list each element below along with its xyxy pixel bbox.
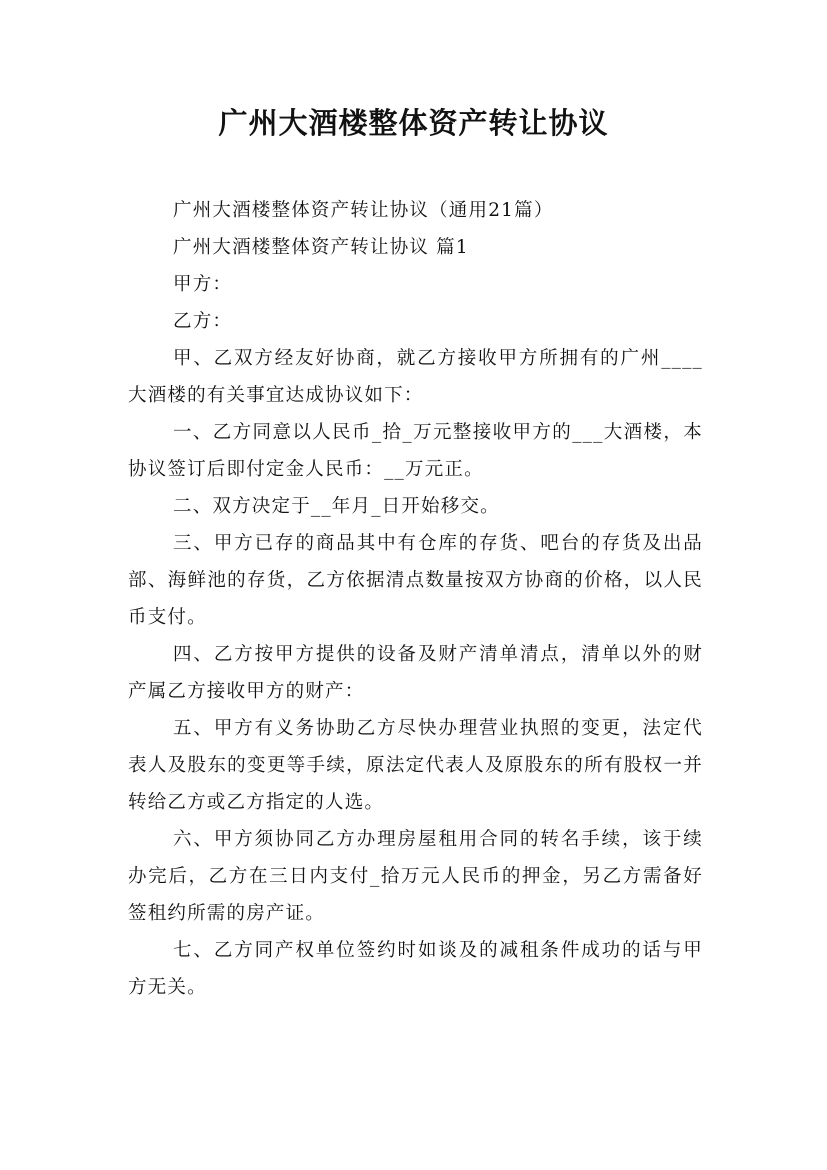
paragraph-clause-6: 六、甲方须协同乙方办理房屋租用合同的转名手续，该于续办完后，乙方在三日内支付_拾万元人民币的押金，另乙方需备好签租约所需的房产证。 <box>128 829 703 924</box>
paragraph-preamble: 甲、乙双方经友好协商，就乙方接收甲方所拥有的广州____大酒楼的有关事宜达成协议如下： <box>128 348 703 406</box>
document-title: 广州大酒楼整体资产转让协议 <box>218 106 609 140</box>
paragraph-clause-4: 四、乙方按甲方提供的设备及财产清单清点，清单以外的财产属乙方接收甲方的财产： <box>128 644 703 702</box>
document-body <box>128 192 703 1006</box>
paragraph-subtitle: 广州大酒楼整体资产转让协议（通用21篇） <box>173 200 554 221</box>
paragraph-clause-3: 三、甲方已存的商品其中有仓库的存货、吧台的存货及出品部、海鲜池的存货，乙方依据清点数量按双方协商的价格，以人民币支付。 <box>128 533 703 628</box>
paragraph-section-heading: 广州大酒楼整体资产转让协议 篇1 <box>173 237 469 258</box>
paragraph-clause-5: 五、甲方有义务协助乙方尽快办理营业执照的变更，法定代表人及股东的变更等手续，原法定代表人及原股东的所有股权一并转给乙方或乙方指定的人选。 <box>128 718 703 813</box>
paragraph-party-a: 甲方： <box>173 274 233 295</box>
paragraph-clause-1: 一、乙方同意以人民币_拾_万元整接收甲方的___大酒楼，本协议签订后即付定金人民币：__万元正。 <box>128 422 703 480</box>
paragraph-party-b: 乙方： <box>173 311 233 332</box>
paragraph-clause-2: 二、双方决定于__年月_日开始移交。 <box>173 496 500 517</box>
paragraph-clause-7: 七、乙方同产权单位签约时如谈及的减租条件成功的话与甲方无关。 <box>128 940 703 998</box>
